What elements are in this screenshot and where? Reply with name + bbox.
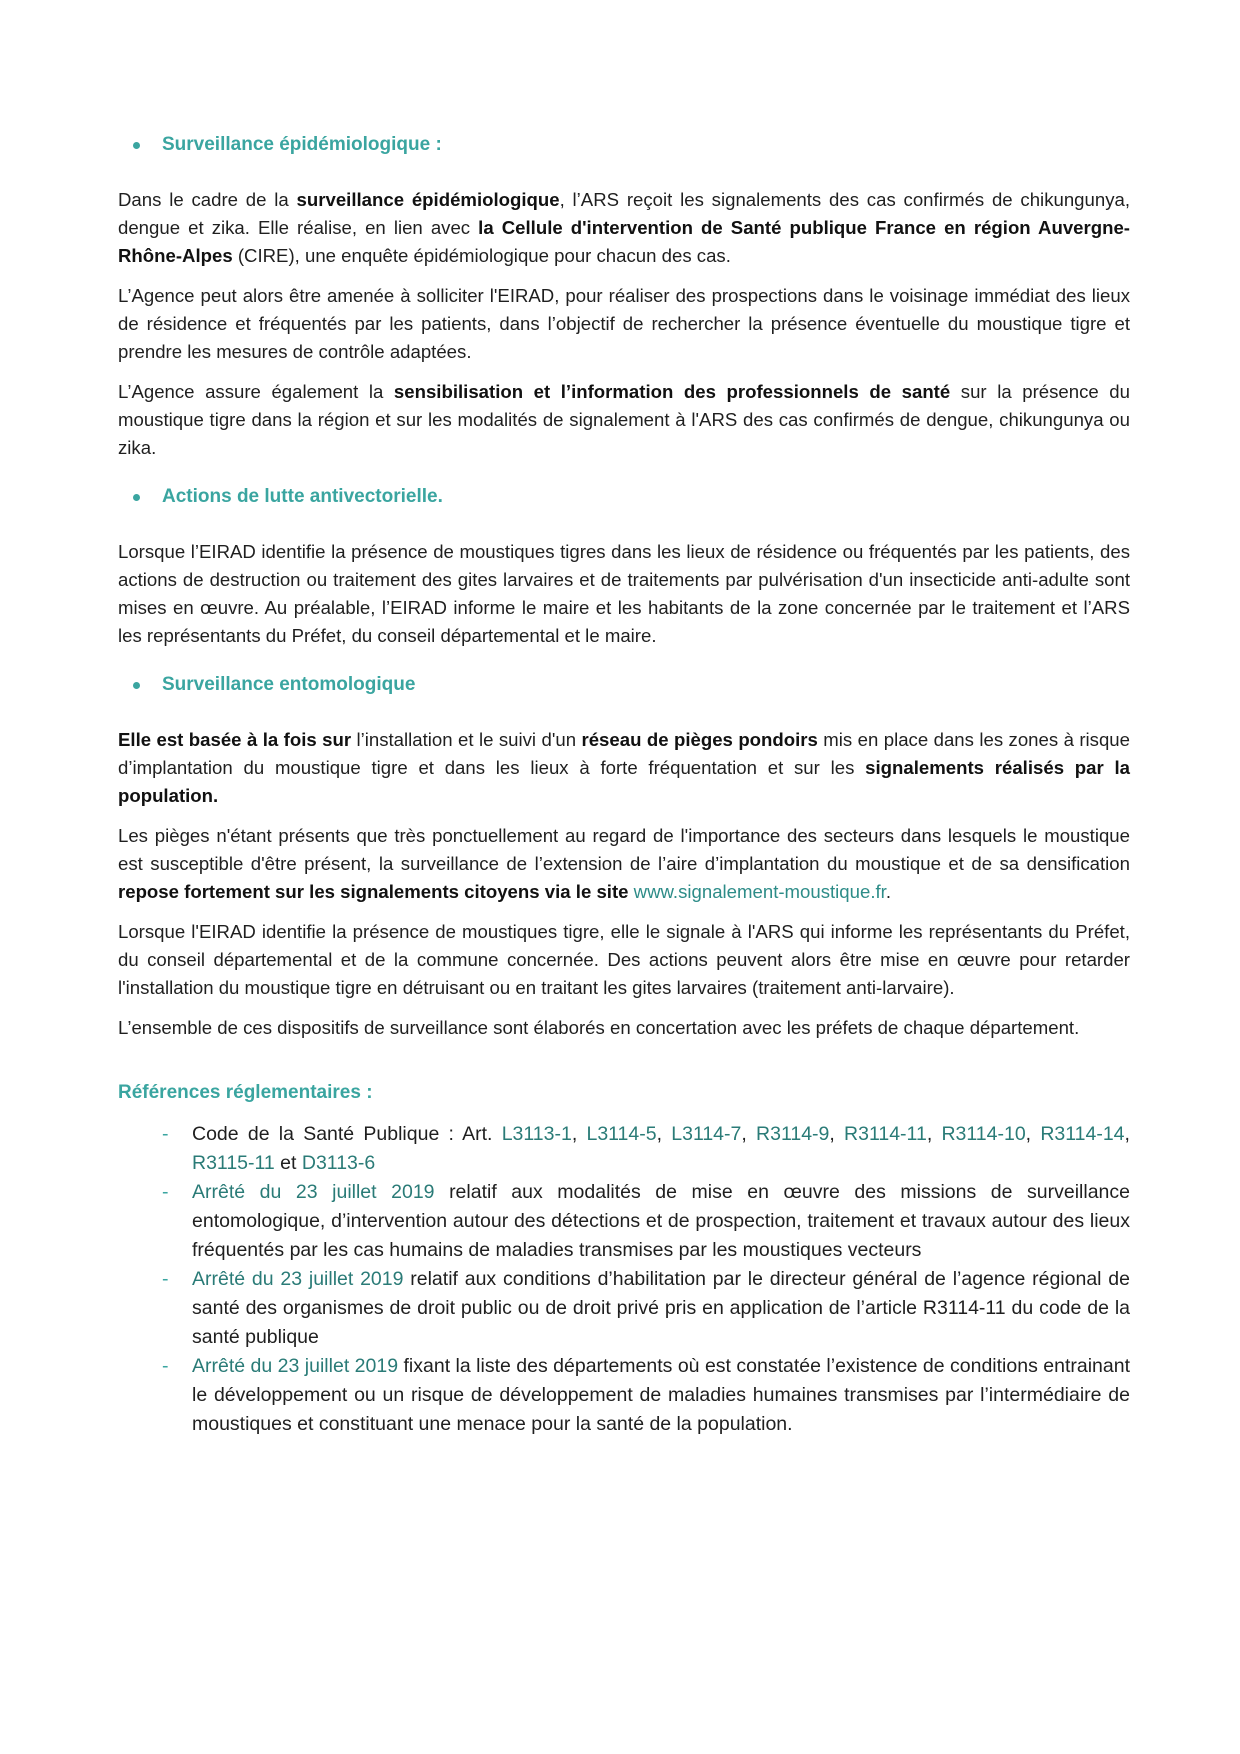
- reference-item: [118, 1265, 1130, 1352]
- text: et: [274, 1152, 302, 1174]
- text: Les pièges n'étant présents que très ponctuellement au regard de l'importance des secteurs dans lesquels le moustique est susceptible d'être présent, la surveillance de l’extension de l’aire d’implantation du moustique et de sa densification: [118, 825, 1130, 874]
- text: mis en place dans les zones à risque d’implantation du moustique tigre et dans les lieux à forte fréquentation et sur les: [118, 729, 1130, 778]
- section-heading-surveillance-epidemiologique: [118, 132, 1130, 158]
- text: sur la présence du moustique tigre dans la région et sur les modalités de signalement à l'ARS des cas confirmés de dengue, chikungunya ou zika.: [118, 381, 1130, 458]
- bold-text: la Cellule d'intervention de Santé publique France en région Auvergne-Rhône-Alpes: [118, 217, 1130, 266]
- article-link[interactable]: R3115-11: [192, 1152, 275, 1174]
- paragraph: L’Agence peut alors être amenée à solliciter l'EIRAD, pour réaliser des prospections dans le voisinage immédiat des lieux de résidence et fréquentés par les patients, dans l’objectif de rechercher la présence éventuelle du moustique tigre et prendre les mesures de contrôle adaptées.: [118, 285, 1130, 362]
- separator: ,: [571, 1123, 587, 1145]
- bullet-icon: [133, 682, 140, 689]
- dash-bullet: -: [162, 1355, 169, 1377]
- text: relatif aux modalités de mise en œuvre des missions de surveillance entomologique, d’intervention autour des détections et de prospection, traitement et travaux autour des lieux fréquentés par les cas humains de maladies transmises par les moustiques vecteurs: [192, 1181, 1131, 1261]
- text: L’Agence assure également la: [118, 381, 394, 402]
- separator: ,: [656, 1123, 672, 1145]
- bold-text: signalements réalisés par la population.: [118, 757, 1131, 806]
- heading-text: Surveillance épidémiologique :: [162, 134, 442, 155]
- article-link[interactable]: R3114-10: [941, 1123, 1026, 1145]
- text: relatif aux conditions d’habilitation par le directeur général de l’agence régional de santé des organismes de droit public ou de droit privé pris en application de l’article R3114-11 du code de la santé publique: [192, 1268, 1130, 1348]
- separator: ,: [1025, 1123, 1041, 1145]
- reference-item: [118, 1352, 1130, 1439]
- article-link[interactable]: L3114-5: [586, 1123, 657, 1145]
- document-body: [118, 132, 1130, 1439]
- bold-text: réseau de pièges pondoirs: [581, 729, 818, 750]
- paragraph: L’ensemble de ces dispositifs de surveillance sont élaborés en concertation avec les préfets de chaque département.: [118, 1017, 1080, 1038]
- article-link[interactable]: R3114-14: [1040, 1123, 1125, 1145]
- separator: ,: [829, 1123, 845, 1145]
- paragraph: [118, 726, 1130, 810]
- signalement-link[interactable]: www.signalement-moustique.fr: [633, 881, 886, 902]
- section-heading-surveillance-entomologique: [118, 672, 1130, 698]
- text: fixant la liste des départements où est constatée l’existence de conditions entrainant le développement ou un risque de développement de maladies humaines transmises par l’intermédiaire de moustiques et constituant une menace pour la santé de la population.: [192, 1355, 1130, 1435]
- heading-text: Surveillance entomologique: [162, 674, 416, 695]
- arrete-link[interactable]: Arrêté du 23 juillet 2019: [192, 1268, 404, 1290]
- arrete-link[interactable]: Arrêté du 23 juillet 2019: [192, 1181, 435, 1203]
- paragraph: Lorsque l’EIRAD identifie la présence de moustiques tigres dans les lieux de résidence ou fréquentés par les patients, des actions de destruction ou traitement des gites larvaires et de traitements par pulvérisation d'un insecticide anti-adulte sont mises en œuvre. Au préalable, l’EIRAD informe le maire et les habitants de la zone concernée par le traitement et l’ARS les représentants du Préfet, du conseil départemental et le maire.: [118, 541, 1130, 646]
- article-link[interactable]: L3114-7: [671, 1123, 742, 1145]
- dash-bullet: -: [162, 1181, 169, 1203]
- article-link[interactable]: R3114-9: [756, 1123, 830, 1145]
- bold-text: sensibilisation et l’information des professionnels de santé: [393, 381, 951, 402]
- text: , l’ARS reçoit les signalements des cas confirmés de chikungunya, dengue et zika. Elle réalise, en lien avec: [118, 189, 1130, 238]
- paragraph: Lorsque l'EIRAD identifie la présence de moustiques tigre, elle le signale à l'ARS qui informe les représentants du Préfet, du conseil départemental et de la commune concernée. Des actions peuvent alors être mise en œuvre pour retarder l'installation du moustique tigre en détruisant ou en traitant les gites larvaires (traitement anti-larvaire).: [118, 921, 1130, 998]
- references-list: [118, 1120, 1130, 1439]
- references-heading: Références réglementaires :: [118, 1082, 373, 1103]
- article-link[interactable]: R3114-11: [844, 1123, 927, 1145]
- heading-text: Actions de lutte antivectorielle.: [162, 486, 443, 507]
- text: l’installation et le suivi d'un: [351, 729, 582, 750]
- paragraph: [118, 822, 1130, 906]
- text: .: [885, 881, 892, 902]
- bullet-icon: [133, 142, 140, 149]
- paragraph: [118, 378, 1130, 462]
- arrete-link[interactable]: Arrêté du 23 juillet 2019: [192, 1355, 399, 1377]
- text: (CIRE), une enquête épidémiologique pour chacun des cas.: [232, 245, 731, 266]
- paragraph: [118, 186, 1130, 270]
- dash-bullet: -: [162, 1123, 169, 1145]
- bold-text: surveillance épidémiologique: [296, 189, 560, 210]
- reference-item: [118, 1178, 1130, 1265]
- separator: ,: [926, 1123, 942, 1145]
- text: Code de la Santé Publique : Art.: [192, 1123, 502, 1145]
- text: Dans le cadre de la: [118, 189, 297, 210]
- separator: ,: [741, 1123, 757, 1145]
- bold-text: Elle est basée à la fois sur: [118, 729, 352, 750]
- article-link[interactable]: D3113-6: [301, 1152, 376, 1174]
- bullet-icon: [133, 494, 140, 501]
- dash-bullet: -: [162, 1268, 169, 1290]
- separator: ,: [1124, 1123, 1130, 1145]
- reference-item: [118, 1120, 1130, 1178]
- section-heading-lutte-antivectorielle: [118, 484, 1130, 510]
- bold-text: repose fortement sur les signalements citoyens via le site: [118, 881, 629, 902]
- article-link[interactable]: L3113-1: [501, 1123, 572, 1145]
